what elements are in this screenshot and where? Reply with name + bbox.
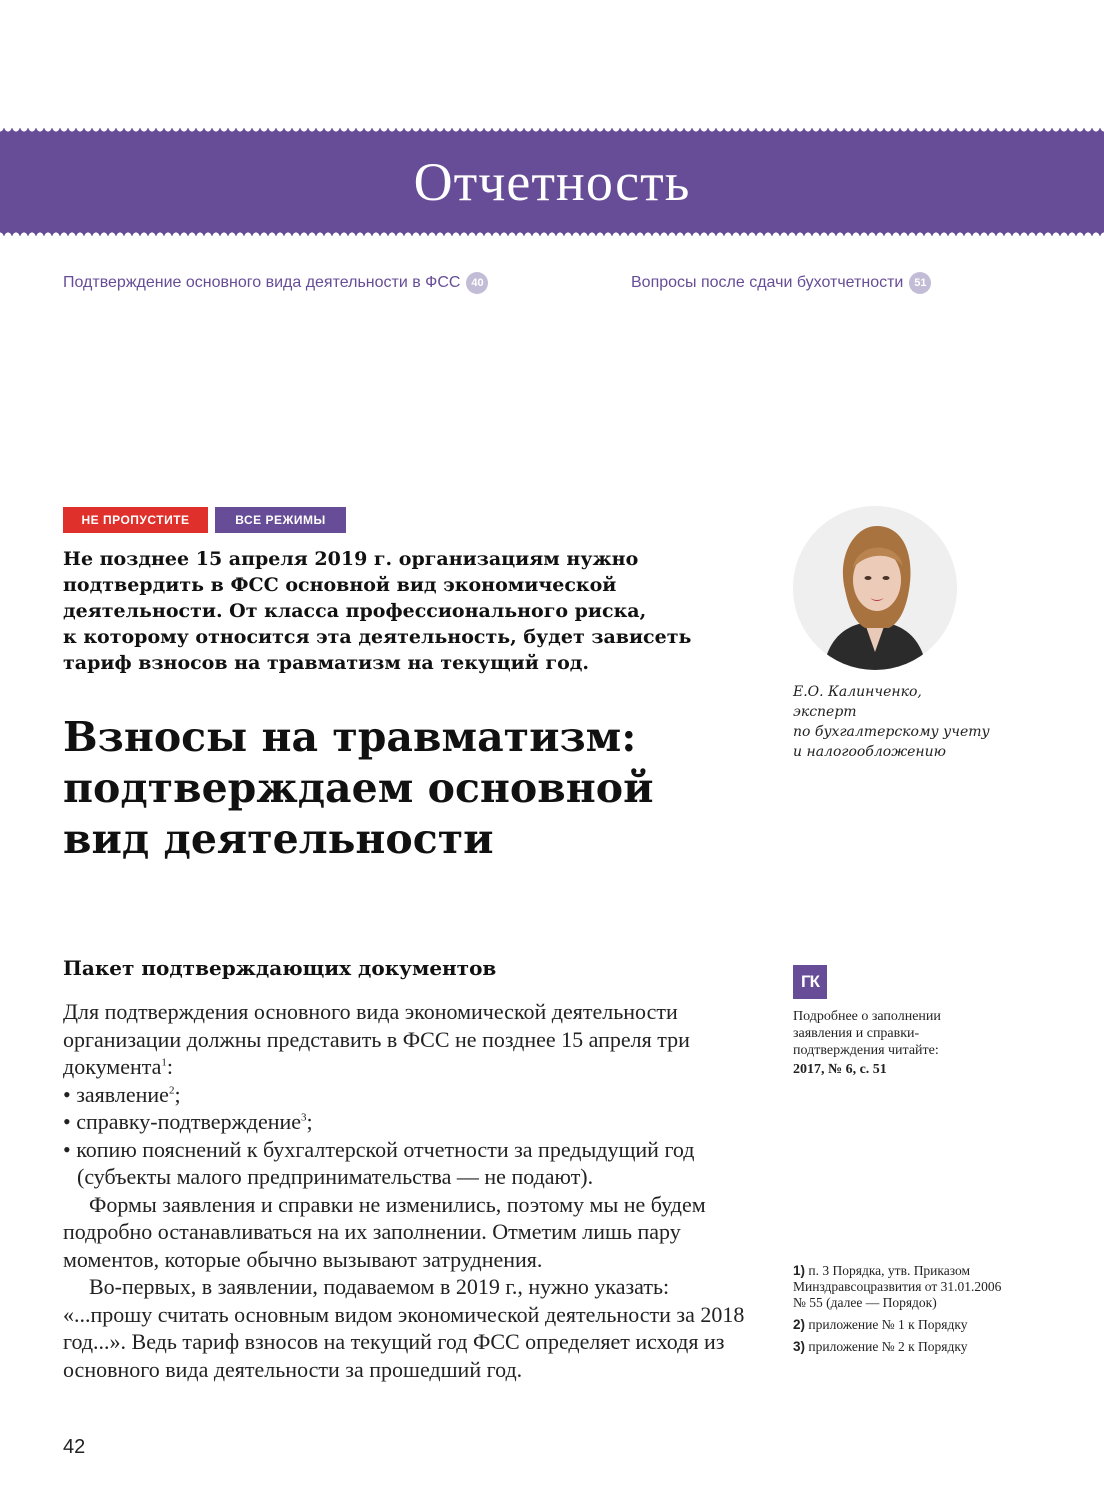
author-credit <box>793 682 1033 762</box>
lead-line: деятельности. От класса профессионального риска, <box>63 600 647 622</box>
footnote-ref[interactable]: 2 <box>168 1084 175 1097</box>
headline-line: подтверждаем основной <box>63 764 654 812</box>
headline-line: Взносы на травматизм: <box>63 713 637 761</box>
footnote-item: 2) приложение № 1 к Порядку <box>793 1317 968 1332</box>
footnote-item: 3) приложение № 2 к Порядку <box>793 1339 968 1354</box>
gk-logo-icon: ГК <box>793 965 827 999</box>
list-item: • копию пояснений к бухгалтерской отчетности за предыдущий год (субъекты малого предпринимательства — не подают). <box>63 1136 695 1189</box>
tag-all-regimes: ВСЕ РЕЖИМЫ <box>215 507 346 533</box>
tag-dont-miss: НЕ ПРОПУСТИТЕ <box>63 507 208 533</box>
lead-line: тариф взносов на травматизм на текущий год. <box>63 652 590 674</box>
body-paragraph: Для подтверждения основного вида экономической деятельности организации должны представить в ФСС не позднее 15 апреля три документа$^1$: <box>63 999 690 1079</box>
footnote-ref[interactable]: 1 <box>161 1056 167 1069</box>
lead-line: Не позднее 15 апреля 2019 г. организациям нужно <box>63 548 639 570</box>
list-item: • справку-подтверждение$^3$; <box>63 1109 313 1134</box>
lead-paragraph <box>63 546 763 676</box>
author-role: по бухгалтерскому учету <box>793 724 990 740</box>
lead-line: подтвердить в ФСС основной вид экономической <box>63 574 617 596</box>
list-item: • заявление$^2$; <box>63 1081 181 1107</box>
page-badge: 40 <box>466 272 488 294</box>
page-number: 42 <box>63 1436 86 1458</box>
author-portrait-illustration <box>793 506 957 670</box>
article-headline <box>63 712 783 865</box>
headline-line: вид деятельности <box>63 815 494 863</box>
sidenote-reference[interactable]: 2017, № 6, с. 51 <box>793 1062 887 1077</box>
section-title: Отчетность <box>413 152 691 212</box>
sidenote-text: Подробнее о заполнении заявления и справки-подтверждения читайте: <box>793 1009 941 1058</box>
cross-ref-link-2[interactable] <box>631 272 931 294</box>
sidenote <box>793 1008 993 1078</box>
lead-line: к которому относится эта деятельность, будет зависеть <box>63 626 692 648</box>
author-role: и налогообложению <box>793 744 946 760</box>
article-body <box>63 998 753 1383</box>
footnote-item: 1) п. 3 Порядка, утв. Приказом Минздравсоцразвития от 31.01.2006 № 55 (далее — Порядок) <box>793 1263 1002 1310</box>
author-photo <box>793 506 957 670</box>
author-role: эксперт <box>793 704 857 720</box>
body-paragraph: Формы заявления и справки не изменились, поэтому мы не будем подробно останавливаться на их заполнении. Отметим лишь пару моментов, которые обычно вызывают затруднения. <box>63 1191 706 1272</box>
body-paragraph: Во-первых, в заявлении, подаваемом в 2019 г., нужно указать: «...прошу считать основным видом экономической деятельности за 2018 год...». Ведь тариф взносов на текущий год ФСС определяет исходя из основного вида деятельности за прошедший год. <box>63 1274 745 1382</box>
page-badge: 51 <box>909 272 931 294</box>
author-name: Е.О. Калинченко, <box>793 684 922 700</box>
cross-ref-text: Вопросы после сдачи бухотчетности <box>631 274 904 291</box>
cross-ref-link-1[interactable] <box>63 272 488 294</box>
section-heading: Пакет подтверждающих документов <box>63 956 497 980</box>
footnotes <box>793 1263 1013 1361</box>
cross-ref-text: Подтверждение основного вида деятельности в ФСС <box>63 274 461 291</box>
footnote-ref[interactable]: 3 <box>301 1111 307 1124</box>
